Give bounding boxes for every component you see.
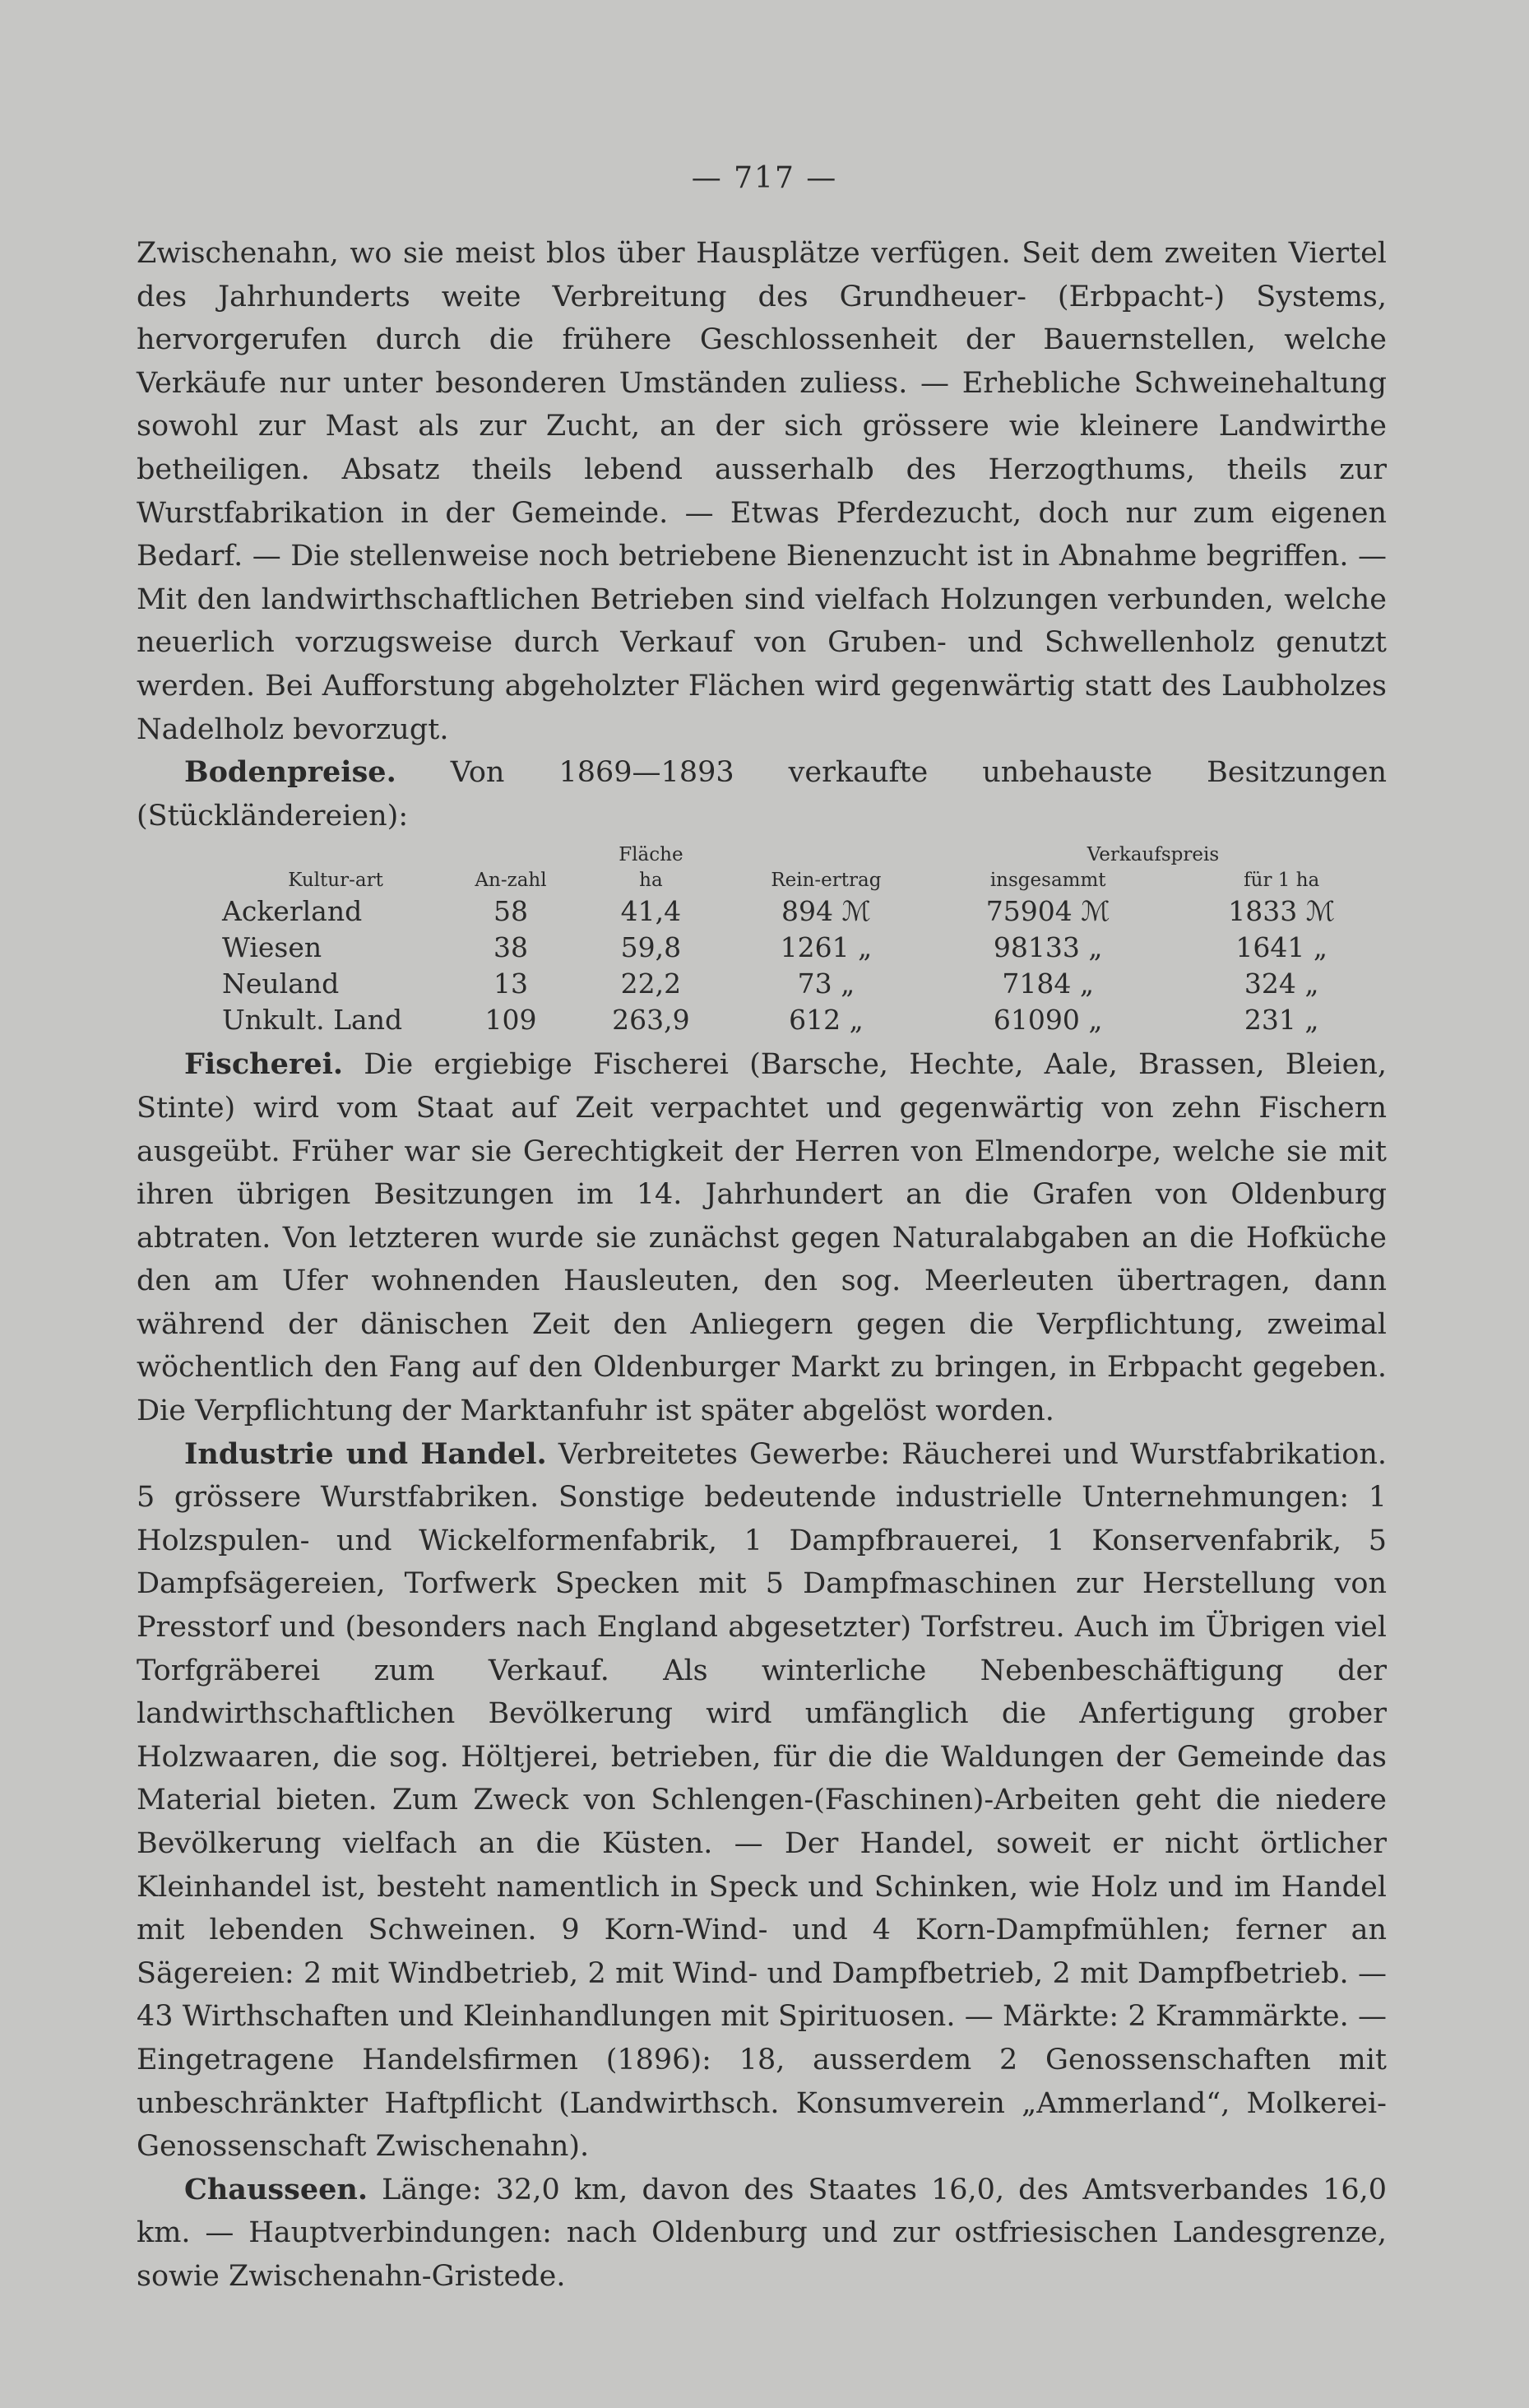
page-number: — 717 — <box>691 161 838 195</box>
cell-reinertrag: 894 ℳ <box>781 895 871 928</box>
fischerei-text: Die ergiebige Fischerei (Barsche, Hechte, Aale, Brassen, Bleien, Stinte) wird vom Staat auf Zeit verpachtet und gegenwärtig von zehn Fischern ausgeübt. Früher war sie Gerechtigkeit der Herren von Elmendorpe, welche sie mit ihren übrigen Besitzungen im 14. Jahrhundert an die Grafen von Oldenburg abtraten. Von letzteren wurde sie zunächst gegen Naturalabgaben an die Hofküche den am Ufer wohnenden Hausleuten, den sog. Meerleuten übertragen, dann während der dänischen Zeit den Anliegern gegen die Verpflichtung, zweimal wöchentlich den Fang auf den Oldenburger Markt zu bringen, in Erbpacht gegeben. Die Verpflichtung der Marktanfuhr ist später abgelöst worden. <box>137 1048 1387 1428</box>
cell-reinertrag: 612 „ <box>789 1004 864 1037</box>
cell-flaeche: 263,9 <box>612 1004 690 1037</box>
bodenpreise-table <box>219 842 1387 1038</box>
header-kulturart: Kultur-art <box>288 870 383 892</box>
cell-reinertrag: 1261 „ <box>780 931 873 964</box>
table-header-row <box>219 842 1387 868</box>
header-anzahl: An-zahl <box>475 870 547 892</box>
paragraph-bodenpreise <box>137 751 1387 837</box>
chausseen-text: Länge: 32,0 km, davon des Staates 16,0, des Amtsverbandes 16,0 km. — Hauptverbindungen: nach Oldenburg und zur ostfriesischen Landesgrenze, sowie Zwischenahn-Gristede. <box>137 2173 1387 2293</box>
header-reinertrag: Rein-ertrag <box>771 870 882 892</box>
cell-insgesammt: 61090 „ <box>993 1004 1103 1037</box>
industrie-text: Verbreitetes Gewerbe: Räucherei und Wurstfabrikation. 5 grössere Wurstfabriken. Sonstige bedeutende industrielle Unternehmungen: 1 Holzspulen- und Wickelformenfabrik, 1 Dampfbrauerei, 1 Konservenfabrik, 5 Dampfsägereien, Torfwerk Specken mit 5 Dampfmaschinen zur Herstellung von Presstorf und (besonders nach England abgesetzter) Torfstreu. Auch im Übrigen viel Torfgräberei zum Verkauf. Als winterliche Nebenbeschäftigung der landwirthschaftlichen Bevölkerung wird umfänglich die Anfertigung grober Holzwaaren, die sog. Höltjerei, betrieben, für die die Waldungen der Gemeinde das Material bieten. Zum Zweck von Schlengen-(Faschinen)-Arbeiten geht die niedere Bevölkerung vielfach an die Küsten. — Der Handel, soweit er nicht örtlicher Kleinhandel ist, besteht namentlich in Speck und Schinken, wie Holz und im Handel mit lebenden Schweinen. 9 Korn-Wind- und 4 Korn-Dampfmühlen; ferner an Sägereien: 2 mit Windbetrieb, 2 mit Wind- und Dampfbetrieb, 2 mit Dampfbetrieb. — 43 Wirthschaften und Kleinhandlungen mit Spirituosen. — Märkte: 2 Krammärkte. — Eingetragene Handelsfirmen (1896): 18, ausserdem 2 Genossenschaften mit unbeschränkter Haftpflicht (Landwirthsch. Konsumverein „Ammerland“, Molkerei-Genossenschaft Zwischenahn). <box>137 1437 1387 2164</box>
heading-chausseen: Chausseen. <box>184 2172 368 2206</box>
paragraph-fischerei <box>137 1043 1387 1432</box>
cell-art: Ackerland <box>222 895 363 928</box>
header-flaeche: Fläche <box>619 844 683 866</box>
bodenpreise-intro: Von 1869—1893 verkaufte unbehauste Besitzungen (Stückländereien): <box>137 756 1387 833</box>
paragraph-chausseen <box>137 2169 1387 2299</box>
cell-flaeche: 59,8 <box>620 931 682 964</box>
header-verkaufspreis: Verkaufspreis <box>1087 844 1220 866</box>
header-insgesammt: insgesammt <box>989 870 1106 892</box>
cell-pro-ha: 231 „ <box>1244 1004 1319 1037</box>
table-row <box>219 930 1387 966</box>
heading-industrie-handel: Industrie und Handel. <box>184 1436 547 1471</box>
cell-anzahl: 109 <box>484 1004 537 1037</box>
cell-insgesammt: 98133 „ <box>993 931 1103 964</box>
cell-anzahl: 38 <box>493 931 528 964</box>
table-row <box>219 1002 1387 1038</box>
cell-art: Neuland <box>222 967 340 1000</box>
heading-bodenpreise: Bodenpreise. <box>184 755 396 790</box>
cell-anzahl: 58 <box>493 895 528 928</box>
cell-pro-ha: 324 „ <box>1244 967 1319 1000</box>
paragraph-landwirtschaft: Zwischenahn, wo sie meist blos über Hausplätze verfügen. Seit dem zweiten Viertel des Jahrhunderts weite Verbreitung des Grundheuer- (Erbpacht-) Systems, hervorgerufen durch die frühere Geschlossenheit der Bauernstellen, welche Verkäufe nur unter besonderen Umständen zuliess. — Erhebliche Schweinehaltung sowohl zur Mast als zur Zucht, an der sich grössere wie kleinere Landwirthe betheiligen. Absatz theils lebend ausserhalb des Herzogthums, theils zur Wurstfabrikation in der Gemeinde. — Etwas Pferdezucht, doch nur zum eigenen Bedarf. — Die stellenweise noch betriebene Bienenzucht ist in Abnahme begriffen. — Mit den landwirthschaftlichen Betrieben sind vielfach Holzungen verbunden, welche neuerlich vorzugsweise durch Verkauf von Gruben- und Schwellenholz genutzt werden. Bei Aufforstung abgeholzter Flächen wird gegenwärtig statt des Laubholzes Nadelholz bevorzugt. <box>137 237 1387 746</box>
heading-fischerei: Fischerei. <box>184 1047 344 1082</box>
cell-insgesammt: 75904 ℳ <box>985 895 1110 928</box>
cell-insgesammt: 7184 „ <box>1002 967 1094 1000</box>
table-row <box>219 966 1387 1002</box>
cell-flaeche: 22,2 <box>620 967 682 1000</box>
page-body <box>137 232 1387 2299</box>
cell-reinertrag: 73 „ <box>797 967 855 1000</box>
cell-pro-ha: 1833 ℳ <box>1228 895 1336 928</box>
header-fuer-1-ha: für 1 ha <box>1244 870 1320 892</box>
paragraph-industrie-handel <box>137 1433 1387 2169</box>
cell-pro-ha: 1641 „ <box>1235 931 1327 964</box>
cell-anzahl: 13 <box>493 967 528 1000</box>
table-row <box>219 893 1387 930</box>
cell-art: Unkult. Land <box>222 1004 403 1037</box>
cell-art: Wiesen <box>222 931 322 964</box>
header-flaeche-unit: ha <box>639 870 663 892</box>
cell-flaeche: 41,4 <box>620 895 682 928</box>
